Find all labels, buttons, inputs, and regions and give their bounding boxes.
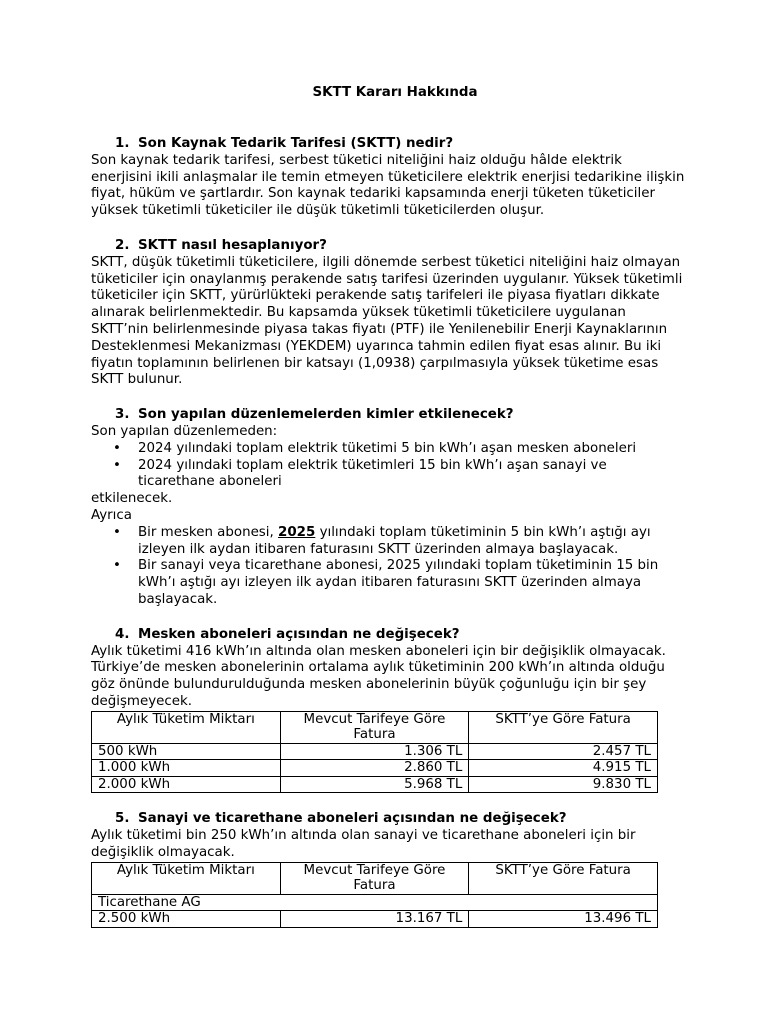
commercial-tariff-table — [91, 862, 658, 928]
table-cell: 2.457 TL — [469, 743, 658, 760]
section-3 — [91, 407, 686, 609]
section-1-heading — [91, 136, 686, 153]
section-3-also: Ayrıca — [91, 507, 132, 523]
section-5-text: Aylık tüketimi bin 250 kWh’ın altında olan sanayi ve ticarethane aboneleri için bir değişiklik olmayacak. — [91, 828, 636, 860]
section-3-after: etkilenecek. — [91, 491, 173, 507]
section-1 — [91, 136, 686, 220]
section-5-number: 5. — [115, 811, 130, 827]
section-4-text: Aylık tüketimi 416 kWh’ın altında olan mesken aboneleri için bir değişiklik olmayacak. Türkiye’de mesken abonelerinin ortalama aylık tüketiminin 200 kWh’ın altında olduğu göz önünde bulundurulduğunda mesken abonelerinin büyük çoğunluğu için bir şey değişmeyecek. — [91, 643, 666, 709]
section-1-number: 1. — [115, 136, 130, 151]
table-header: Aylık Tüketim Miktarı — [92, 862, 281, 894]
table-header: Mevcut Tarifeye Göre Fatura — [280, 862, 469, 894]
table-group-label: Ticarethane AG — [92, 894, 658, 911]
table-row — [92, 776, 658, 793]
table-cell: 2.500 kWh — [92, 911, 281, 928]
table-row — [92, 760, 658, 777]
table-cell: 2.860 TL — [280, 760, 469, 777]
table-header: Aylık Tüketim Miktarı — [92, 711, 281, 743]
table-cell: 9.830 TL — [469, 776, 658, 793]
section-2-heading — [91, 238, 686, 255]
table-row — [92, 743, 658, 760]
table-header: SKTT’ye Göre Fatura — [469, 862, 658, 894]
section-2-text: SKTT, düşük tüketimli tüketicilere, ilgili dönemde serbest tüketici niteliğini haiz olmayan tüketiciler için onaylanmış perakende satış tarifesi üzerinden uygulanır. Yüksek tüketimli tüketiciler için SKTT, yürürlükteki perakende satış tarifeleri ile piyasa fiyatları dikkate alınarak belirlenmektedir. Bu kapsamda yüksek tüketimli tüketicilere uygulanan SKTT’nin belirlenmesinde piyasa takas fiyatı (PTF) ile Yenilenebilir Enerji Kaynaklarının Desteklenmesi Mekanizması (YEKDEM) uyarınca tahmin edilen fiyat esas alınır. Bu iki fiyatın toplamının belirlenen bir katsayı (1,0938) çarpılmasıyla yüksek tüketime esas SKTT bulunur. — [91, 254, 683, 388]
table-cell: 1.000 kWh — [92, 760, 281, 777]
affected-list — [91, 441, 686, 491]
section-5-heading — [91, 811, 686, 828]
table-header: Mevcut Tarifeye Göre Fatura — [280, 711, 469, 743]
section-5-title: Sanayi ve ticarethane aboneleri açısından ne değişecek? — [138, 811, 567, 827]
table-cell: 5.968 TL — [280, 776, 469, 793]
table-cell: 2.000 kWh — [92, 776, 281, 793]
residential-tariff-table — [91, 711, 658, 794]
section-4-number: 4. — [115, 626, 130, 642]
table-cell: 13.496 TL — [469, 911, 658, 928]
list-item: • 2024 yılındaki toplam elektrik tüketimi 5 bin kWh’ı aşan mesken aboneleri — [91, 441, 686, 458]
section-2 — [91, 238, 686, 389]
table-header-row — [92, 711, 658, 743]
list-item — [91, 525, 686, 559]
section-4 — [91, 627, 686, 793]
table-cell: 1.306 TL — [280, 743, 469, 760]
year-highlight: 2025 — [278, 524, 316, 540]
section-1-title: Son Kaynak Tedarik Tarifesi (SKTT) nedir? — [138, 136, 454, 151]
section-3-heading — [91, 407, 686, 424]
table-header-row — [92, 862, 658, 894]
bullet-text: yılındaki toplam tüketiminin 5 bin kWh’ı aştığı ayı izleyen ilk aydan itibaren faturasını SKTT üzerinden almaya başlayacak. — [138, 524, 651, 557]
additional-list — [91, 525, 686, 609]
table-row — [92, 911, 658, 928]
section-5 — [91, 811, 686, 927]
section-3-intro: Son yapılan düzenlemeden: — [91, 423, 278, 439]
section-3-title: Son yapılan düzenlemelerden kimler etkilenecek? — [138, 407, 514, 423]
section-4-heading — [91, 627, 686, 644]
table-cell: 500 kWh — [92, 743, 281, 760]
table-header: SKTT’ye Göre Fatura — [469, 711, 658, 743]
section-2-number: 2. — [115, 237, 130, 253]
bullet-text: Bir mesken abonesi, — [138, 524, 279, 540]
section-1-text: Son kaynak tedarik tarifesi, serbest tüketici niteliğini haiz olduğu hâlde elektrik enerjisini ikili anlaşmalar ile temin etmeyen tüketicilere elektrik enerjisi tedarikine ilişkin fiyat, hüküm ve şartlardır. Son kaynak tedariki kapsamında enerji tüketen tüketiciler yüksek tüketimli tüketiciler ile düşük tüketimli tüketicilerden oluşur. — [91, 152, 685, 219]
table-cell: 4.915 TL — [469, 760, 658, 777]
table-group-row — [92, 894, 658, 911]
document-body — [91, 136, 686, 946]
table-cell: 13.167 TL — [280, 911, 469, 928]
section-3-number: 3. — [115, 407, 130, 423]
list-item: • Bir sanayi veya ticarethane abonesi, 2025 yılındaki toplam tüketiminin 15 bin kWh’ı aştığı ayı izleyen ilk aydan itibaren faturasını SKTT üzerinden almaya başlayacak. — [91, 558, 686, 608]
document-title: SKTT Kararı Hakkında — [312, 85, 478, 100]
section-4-title: Mesken aboneleri açısından ne değişecek? — [138, 626, 460, 642]
section-2-title: SKTT nasıl hesaplanıyor? — [138, 237, 327, 253]
list-item: • 2024 yılındaki toplam elektrik tüketimleri 15 bin kWh’ı aşan sanayi ve ticarethane aboneleri — [91, 458, 686, 492]
